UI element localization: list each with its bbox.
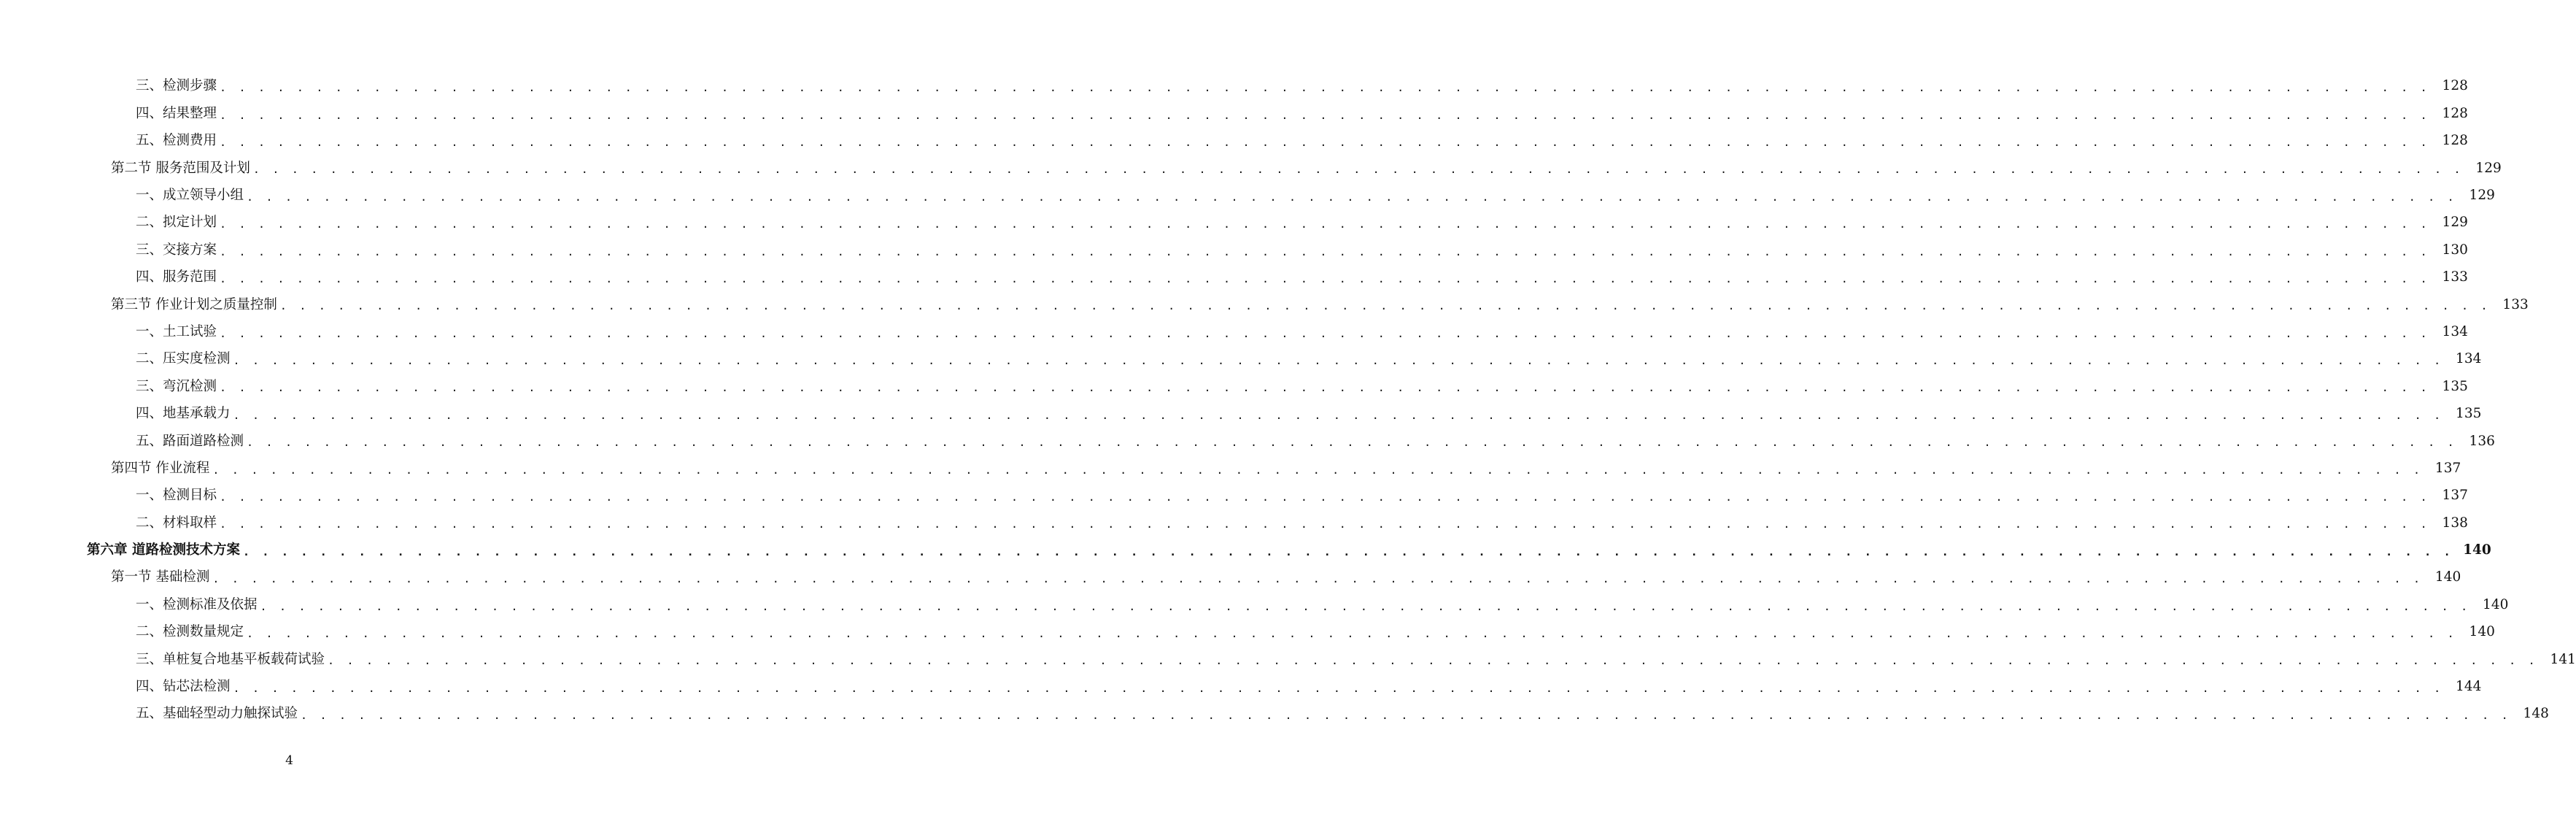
toc-entry-title: 一、成立领导小组 xyxy=(136,188,244,203)
table-of-contents xyxy=(0,73,2576,728)
toc-entry-subsection[interactable] xyxy=(0,674,2482,701)
dot-leader: . . . . . . . . . . . . . . . . . . . . . . . . . . . . . . . . . . . . . . . . . . . . . . . . . . . . . . . . . . . . . . . . . . . . . . . . . . . . . . . . . . . . . . . . . . . . . . . . . . . . . . . . . . . . . . . . . . . xyxy=(220,81,2430,95)
toc-entry-title: 五、检测费用 xyxy=(136,133,217,149)
toc-entry-title: 二、材料取样 xyxy=(136,515,217,531)
toc-entry-page: 141 xyxy=(2550,651,2576,667)
toc-entry-subsection[interactable] xyxy=(0,428,2495,455)
toc-entry-title: 四、地基承载力 xyxy=(136,406,231,422)
toc-entry-section[interactable] xyxy=(0,155,2502,182)
toc-entry-subsection[interactable] xyxy=(0,591,2509,618)
toc-entry-page: 128 xyxy=(2442,105,2468,121)
toc-entry-page: 128 xyxy=(2442,78,2468,94)
page-number: 4 xyxy=(285,753,293,768)
toc-entry-title: 第二节 服务范围及计划 xyxy=(111,160,250,176)
toc-entry-subsection[interactable] xyxy=(0,510,2468,537)
toc-entry-subsection[interactable] xyxy=(0,646,2576,673)
toc-entry-title: 一、检测目标 xyxy=(136,488,217,504)
toc-entry-page: 140 xyxy=(2463,542,2491,558)
toc-entry-page: 140 xyxy=(2469,624,2495,640)
toc-entry-title: 三、检测步骤 xyxy=(136,78,217,94)
toc-entry-chapter[interactable] xyxy=(0,537,2491,564)
toc-entry-title: 二、压实度检测 xyxy=(136,351,231,367)
dot-leader: . . . . . . . . . . . . . . . . . . . . . . . . . . . . . . . . . . . . . . . . . . . . . . . . . . . . . . . . . . . . . . . . . . . . . . . . . . . . . . . . . . . . . . . . . . . . . . . . . . . . . . . . . . . . . . . . . . . xyxy=(220,218,2430,231)
dot-leader: . . . . . . . . . . . . . . . . . . . . . . . . . . . . . . . . . . . . . . . . . . . . . . . . . . . . . . . . . . . . . . . . . . . . . . . . . . . . . . . . . . . . . . . . . . . . . . . . . . . . . . . . . . . . . . . . . . . xyxy=(279,299,2491,313)
toc-entry-section[interactable] xyxy=(0,455,2461,482)
dot-leader: . . . . . . . . . . . . . . . . . . . . . . . . . . . . . . . . . . . . . . . . . . . . . . . . . . . . . . . . . . . . . . . . . . . . . . . . . . . . . . . . . . . . . . . . . . . . . . . . . . . . . . . . . . . . . . . . . . . xyxy=(233,681,2444,695)
dot-leader: . . . . . . . . . . . . . . . . . . . . . . . . . . . . . . . . . . . . . . . . . . . . . . . . . . . . . . . . . . . . . . . . . . . . . . . . . . . . . . . . . . . . . . . . . . . . . . . . . . . . . . . . . . . . . . . . . . . xyxy=(242,545,2453,558)
toc-entry-subsection[interactable] xyxy=(0,373,2468,400)
dot-leader: . . . . . . . . . . . . . . . . . . . . . . . . . . . . . . . . . . . . . . . . . . . . . . . . . . . . . . . . . . . . . . . . . . . . . . . . . . . . . . . . . . . . . . . . . . . . . . . . . . . . . . . . . . . . . . . . . . . xyxy=(233,354,2444,368)
toc-entry-page: 134 xyxy=(2456,351,2482,367)
toc-entry-title: 四、钻芯法检测 xyxy=(136,679,231,695)
toc-entry-page: 133 xyxy=(2502,296,2529,312)
dot-leader: . . . . . . . . . . . . . . . . . . . . . . . . . . . . . . . . . . . . . . . . . . . . . . . . . . . . . . . . . . . . . . . . . . . . . . . . . . . . . . . . . . . . . . . . . . . . . . . . . . . . . . . . . . . . . . . . . . . xyxy=(301,709,2511,723)
dot-leader: . . . . . . . . . . . . . . . . . . . . . . . . . . . . . . . . . . . . . . . . . . . . . . . . . . . . . . . . . . . . . . . . . . . . . . . . . . . . . . . . . . . . . . . . . . . . . . . . . . . . . . . . . . . . . . . . . . . xyxy=(247,627,2457,640)
toc-entry-subsection[interactable] xyxy=(0,401,2482,428)
toc-entry-page: 134 xyxy=(2442,323,2468,339)
dot-leader: . . . . . . . . . . . . . . . . . . . . . . . . . . . . . . . . . . . . . . . . . . . . . . . . . . . . . . . . . . . . . . . . . . . . . . . . . . . . . . . . . . . . . . . . . . . . . . . . . . . . . . . . . . . . . . . . . . . xyxy=(260,599,2471,613)
toc-entry-subsection[interactable] xyxy=(0,482,2468,510)
dot-leader: . . . . . . . . . . . . . . . . . . . . . . . . . . . . . . . . . . . . . . . . . . . . . . . . . . . . . . . . . . . . . . . . . . . . . . . . . . . . . . . . . . . . . . . . . . . . . . . . . . . . . . . . . . . . . . . . . . . xyxy=(328,654,2538,668)
toc-entry-page: 136 xyxy=(2469,433,2495,449)
toc-entry-subsection[interactable] xyxy=(0,73,2468,100)
dot-leader: . . . . . . . . . . . . . . . . . . . . . . . . . . . . . . . . . . . . . . . . . . . . . . . . . . . . . . . . . . . . . . . . . . . . . . . . . . . . . . . . . . . . . . . . . . . . . . . . . . . . . . . . . . . . . . . . . . . xyxy=(220,518,2430,531)
toc-entry-title: 四、服务范围 xyxy=(136,269,217,285)
toc-entry-page: 130 xyxy=(2442,242,2468,258)
dot-leader: . . . . . . . . . . . . . . . . . . . . . . . . . . . . . . . . . . . . . . . . . . . . . . . . . . . . . . . . . . . . . . . . . . . . . . . . . . . . . . . . . . . . . . . . . . . . . . . . . . . . . . . . . . . . . . . . . . . xyxy=(233,408,2444,422)
toc-entry-page: 135 xyxy=(2456,406,2482,422)
dot-leader: . . . . . . . . . . . . . . . . . . . . . . . . . . . . . . . . . . . . . . . . . . . . . . . . . . . . . . . . . . . . . . . . . . . . . . . . . . . . . . . . . . . . . . . . . . . . . . . . . . . . . . . . . . . . . . . . . . . xyxy=(220,108,2430,122)
toc-entry-page: 133 xyxy=(2442,269,2468,285)
toc-entry-title: 五、路面道路检测 xyxy=(136,433,244,449)
toc-entry-title: 三、交接方案 xyxy=(136,242,217,258)
dot-leader: . . . . . . . . . . . . . . . . . . . . . . . . . . . . . . . . . . . . . . . . . . . . . . . . . . . . . . . . . . . . . . . . . . . . . . . . . . . . . . . . . . . . . . . . . . . . . . . . . . . . . . . . . . . . . . . . . . . xyxy=(247,436,2457,450)
dot-leader: . . . . . . . . . . . . . . . . . . . . . . . . . . . . . . . . . . . . . . . . . . . . . . . . . . . . . . . . . . . . . . . . . . . . . . . . . . . . . . . . . . . . . . . . . . . . . . . . . . . . . . . . . . . . . . . . . . . xyxy=(220,245,2430,258)
dot-leader: . . . . . . . . . . . . . . . . . . . . . . . . . . . . . . . . . . . . . . . . . . . . . . . . . . . . . . . . . . . . . . . . . . . . . . . . . . . . . . . . . . . . . . . . . . . . . . . . . . . . . . . . . . . . . . . . . . . xyxy=(212,572,2424,586)
toc-entry-subsection[interactable] xyxy=(0,182,2495,209)
toc-entry-subsection[interactable] xyxy=(0,346,2482,373)
toc-entry-subsection[interactable] xyxy=(0,701,2549,728)
toc-entry-subsection[interactable] xyxy=(0,619,2495,646)
toc-entry-section[interactable] xyxy=(0,564,2461,591)
dot-leader: . . . . . . . . . . . . . . . . . . . . . . . . . . . . . . . . . . . . . . . . . . . . . . . . . . . . . . . . . . . . . . . . . . . . . . . . . . . . . . . . . . . . . . . . . . . . . . . . . . . . . . . . . . . . . . . . . . . xyxy=(220,491,2430,504)
toc-entry-title: 一、土工试验 xyxy=(136,323,217,339)
toc-entry-page: 135 xyxy=(2442,378,2468,394)
toc-entry-title: 四、结果整理 xyxy=(136,105,217,121)
toc-entry-page: 129 xyxy=(2475,160,2502,176)
toc-entry-subsection[interactable] xyxy=(0,100,2468,127)
toc-entry-title: 二、拟定计划 xyxy=(136,215,217,231)
toc-entry-page: 140 xyxy=(2483,596,2509,612)
dot-leader: . . . . . . . . . . . . . . . . . . . . . . . . . . . . . . . . . . . . . . . . . . . . . . . . . . . . . . . . . . . . . . . . . . . . . . . . . . . . . . . . . . . . . . . . . . . . . . . . . . . . . . . . . . . . . . . . . . . xyxy=(247,190,2457,204)
toc-entry-page: 138 xyxy=(2442,515,2468,531)
toc-entry-title: 一、检测标准及依据 xyxy=(136,596,258,612)
toc-entry-subsection[interactable] xyxy=(0,209,2468,237)
toc-entry-page: 140 xyxy=(2434,569,2461,585)
dot-leader: . . . . . . . . . . . . . . . . . . . . . . . . . . . . . . . . . . . . . . . . . . . . . . . . . . . . . . . . . . . . . . . . . . . . . . . . . . . . . . . . . . . . . . . . . . . . . . . . . . . . . . . . . . . . . . . . . . . xyxy=(252,163,2464,177)
toc-entry-subsection[interactable] xyxy=(0,237,2468,264)
dot-leader: . . . . . . . . . . . . . . . . . . . . . . . . . . . . . . . . . . . . . . . . . . . . . . . . . . . . . . . . . . . . . . . . . . . . . . . . . . . . . . . . . . . . . . . . . . . . . . . . . . . . . . . . . . . . . . . . . . . xyxy=(212,463,2424,477)
dot-leader: . . . . . . . . . . . . . . . . . . . . . . . . . . . . . . . . . . . . . . . . . . . . . . . . . . . . . . . . . . . . . . . . . . . . . . . . . . . . . . . . . . . . . . . . . . . . . . . . . . . . . . . . . . . . . . . . . . . xyxy=(220,135,2430,149)
toc-entry-title: 第一节 基础检测 xyxy=(111,569,210,585)
toc-entry-section[interactable] xyxy=(0,291,2529,318)
toc-entry-title: 第六章 道路检测技术方案 xyxy=(87,542,240,558)
toc-entry-subsection[interactable] xyxy=(0,319,2468,346)
toc-entry-title: 三、单桩复合地基平板载荷试验 xyxy=(136,651,325,667)
toc-entry-page: 148 xyxy=(2523,706,2549,722)
toc-entry-title: 第三节 作业计划之质量控制 xyxy=(111,296,277,312)
toc-entry-title: 三、弯沉检测 xyxy=(136,378,217,394)
toc-entry-page: 129 xyxy=(2469,188,2495,203)
toc-entry-subsection[interactable] xyxy=(0,264,2468,291)
dot-leader: . . . . . . . . . . . . . . . . . . . . . . . . . . . . . . . . . . . . . . . . . . . . . . . . . . . . . . . . . . . . . . . . . . . . . . . . . . . . . . . . . . . . . . . . . . . . . . . . . . . . . . . . . . . . . . . . . . . xyxy=(220,272,2430,285)
toc-entry-subsection[interactable] xyxy=(0,128,2468,155)
dot-leader: . . . . . . . . . . . . . . . . . . . . . . . . . . . . . . . . . . . . . . . . . . . . . . . . . . . . . . . . . . . . . . . . . . . . . . . . . . . . . . . . . . . . . . . . . . . . . . . . . . . . . . . . . . . . . . . . . . . xyxy=(220,326,2430,340)
dot-leader: . . . . . . . . . . . . . . . . . . . . . . . . . . . . . . . . . . . . . . . . . . . . . . . . . . . . . . . . . . . . . . . . . . . . . . . . . . . . . . . . . . . . . . . . . . . . . . . . . . . . . . . . . . . . . . . . . . . xyxy=(220,381,2430,395)
toc-entry-page: 137 xyxy=(2434,460,2461,476)
toc-entry-page: 144 xyxy=(2456,679,2482,695)
toc-entry-page: 137 xyxy=(2442,488,2468,504)
toc-entry-title: 五、基础轻型动力触探试验 xyxy=(136,706,298,722)
toc-entry-title: 第四节 作业流程 xyxy=(111,460,210,476)
toc-entry-title: 二、检测数量规定 xyxy=(136,624,244,640)
toc-entry-page: 128 xyxy=(2442,133,2468,149)
toc-entry-page: 129 xyxy=(2442,215,2468,231)
